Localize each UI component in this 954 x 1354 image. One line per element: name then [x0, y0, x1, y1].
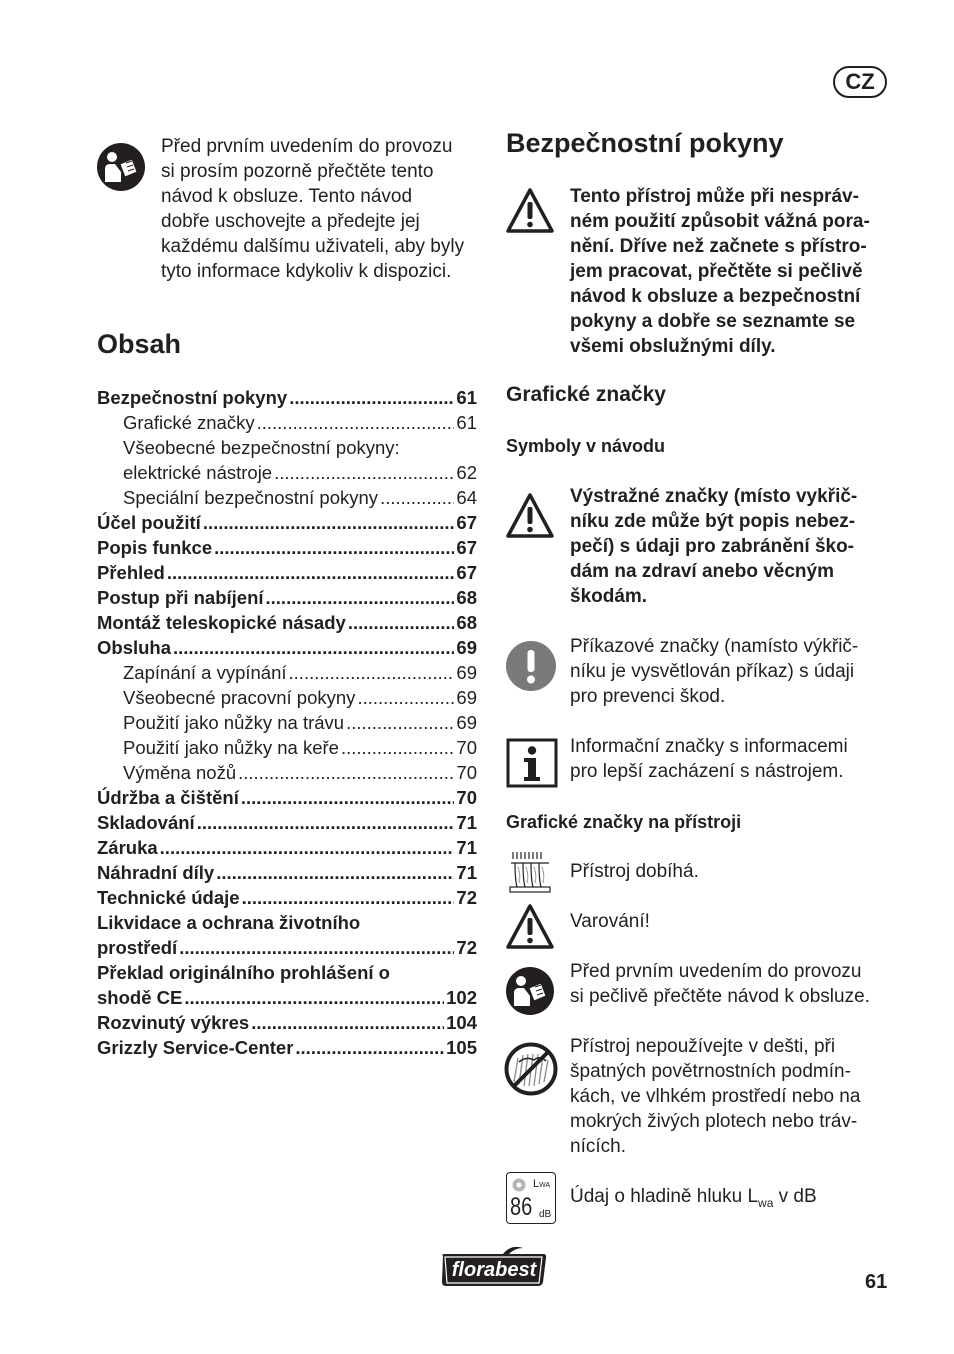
- toc-entry-label: Rozvinutý výkres: [97, 1012, 250, 1033]
- toc-entry-label: Záruka: [97, 837, 158, 858]
- toc-entry-page: 68: [456, 612, 477, 633]
- no-rain-line: mokrých živých plotech nebo tráv-: [570, 1111, 858, 1132]
- toc-leader-dots: [274, 460, 454, 485]
- toc-entry-label: Všeobecné pracovní pokyny: [123, 687, 356, 708]
- toc-entry-page: 69: [456, 712, 477, 733]
- intro-line: Před prvním uvedením do provozu: [161, 136, 453, 157]
- toc-entry: [97, 885, 477, 910]
- toc-leader-dots: [197, 810, 455, 835]
- toc-entry-page: 104: [446, 1012, 477, 1033]
- toc-entry-label: prostředí: [97, 937, 178, 958]
- warning-line: všemi obslužnými díly.: [570, 336, 776, 357]
- no-rain-icon: [504, 1042, 558, 1096]
- toc-entry-page: 105: [446, 1037, 477, 1058]
- brand-name: florabest: [451, 1259, 537, 1281]
- toc-entry-label: Použití jako nůžky na keře: [123, 737, 339, 758]
- toc-entry: [97, 660, 477, 685]
- warning-triangle-icon: [505, 492, 555, 540]
- toc-entry-page: 61: [456, 387, 477, 408]
- noise-icon-label: LWA: [533, 1178, 551, 1190]
- toc-entry-label: Obsluha: [97, 637, 172, 658]
- warning-signs-line: dám na zdraví anebo věcným: [570, 561, 834, 582]
- toc-entry-label: Použití jako nůžky na trávu: [123, 712, 345, 733]
- toc-leader-dots: [160, 835, 455, 860]
- toc-entry-page: 71: [456, 812, 477, 833]
- toc-entry: [97, 760, 477, 785]
- coast-down-text: Přístroj dobíhá.: [570, 861, 699, 882]
- toc-entry-label: Přehled: [97, 562, 165, 583]
- no-rain-line: špatných povětrnostních podmín-: [570, 1061, 851, 1082]
- noise-text-suffix: v dB: [773, 1186, 817, 1207]
- toc-entry-page: 71: [456, 837, 477, 858]
- toc-leader-dots: [203, 510, 455, 535]
- noise-text-sub: wa: [758, 1195, 774, 1210]
- toc-entry-label: elektrické nástroje: [123, 462, 273, 483]
- toc-leader-dots: [357, 685, 454, 710]
- noise-text-prefix: Údaj o hladině hluku L: [570, 1186, 759, 1207]
- toc-entry: [97, 935, 477, 960]
- toc-entry: Všeobecné bezpečnostní pokyny:: [123, 437, 400, 458]
- toc-entry-label: shodě CE: [97, 987, 183, 1008]
- toc-entry: Překlad originálního prohlášení o: [97, 962, 390, 983]
- toc-leader-dots: [167, 560, 455, 585]
- warning-line: ném použití způsobit vážná pora-: [570, 211, 870, 232]
- toc-entry-label: Grafické značky: [123, 412, 255, 433]
- toc-entry-page: 70: [456, 787, 477, 808]
- intro-line: každému dalšímu uživateli, aby byly: [161, 236, 465, 257]
- toc-entry-label: Postup při nabíjení: [97, 587, 264, 608]
- toc-leader-dots: [289, 660, 455, 685]
- intro-text: [161, 134, 491, 284]
- read-manual-line: si pečlivě přečtěte návod k obsluze.: [570, 986, 870, 1007]
- intro-line: tyto informace kdykoliv k dispozici.: [161, 261, 452, 282]
- noise-icon-unit: dB: [539, 1209, 552, 1220]
- intro-line: návod k obsluze. Tento návod: [161, 186, 413, 207]
- warning-triangle-icon: [505, 187, 555, 235]
- toc-entry: [97, 485, 477, 510]
- toc-entry: [97, 585, 477, 610]
- toc-entry-page: 70: [456, 737, 477, 758]
- toc-entry: [97, 460, 477, 485]
- toc-entry-label: Technické údaje: [97, 887, 240, 908]
- toc-leader-dots: [241, 785, 455, 810]
- toc-entry-page: 64: [456, 487, 477, 508]
- section-title: Bezpečnostní pokyny: [506, 128, 784, 158]
- toc-leader-dots: [257, 410, 455, 435]
- toc-entry: Likvidace a ochrana životního: [97, 912, 361, 933]
- toc-entry: [97, 635, 477, 660]
- toc-leader-dots: [179, 935, 454, 960]
- warning-signs-line: Výstražné značky (místo vykřič-: [570, 486, 858, 507]
- command-signs-line: pro prevenci škod.: [570, 686, 726, 707]
- graphic-symbols-heading: Grafické značky: [506, 383, 666, 406]
- warning-signs-line: pečí) s údaji pro zabránění ško-: [570, 536, 855, 557]
- toc-entry-label: Montáž teleskopické násady: [97, 612, 346, 633]
- read-manual-text: [570, 959, 890, 1009]
- read-manual-icon: [505, 966, 555, 1016]
- no-rain-line: Přístroj nepoužívejte v dešti, při: [570, 1036, 836, 1057]
- language-badge: CZ: [833, 66, 887, 98]
- toc-entry: [97, 985, 477, 1010]
- intro-line: dobře uschovejte a předejte jej: [161, 211, 420, 232]
- exclamation-circle-icon: [505, 640, 557, 692]
- toc-entry-label: Zapínání a vypínání: [123, 662, 287, 683]
- toc-entry: [97, 785, 477, 810]
- page-number: 61: [865, 1271, 888, 1293]
- info-signs-text: [570, 734, 890, 784]
- toc-entry: [97, 810, 477, 835]
- no-rain-text: [570, 1034, 890, 1159]
- toc-entry-label: Bezpečnostní pokyny: [97, 387, 288, 408]
- toc-entry-label: Údržba a čištění: [97, 787, 239, 808]
- read-manual-icon: [96, 142, 146, 192]
- warning-line: jem pracovat, přečtěte si pečlivě: [570, 261, 863, 282]
- info-signs-line: Informační značky s informacemi: [570, 736, 848, 757]
- read-manual-line: Před prvním uvedením do provozu: [570, 961, 862, 982]
- toc-leader-dots: [214, 535, 454, 560]
- toc-entry-page: 71: [456, 862, 477, 883]
- toc-entry: [97, 510, 477, 535]
- toc-entry-label: Účel použití: [97, 512, 201, 533]
- toc-entry: [97, 685, 477, 710]
- toc-entry-page: 69: [456, 662, 477, 683]
- toc-entry: [97, 385, 477, 410]
- warning-signs-line: níku zde může být popis nebez-: [570, 511, 856, 532]
- toc-entry: [97, 535, 477, 560]
- toc-entry-page: 68: [456, 587, 477, 608]
- toc-entry: [97, 1010, 477, 1035]
- toc-entry-page: 67: [456, 537, 477, 558]
- toc-entry-page: 67: [456, 512, 477, 533]
- intro-line: si prosím pozorně přečtěte tento: [161, 161, 434, 182]
- noise-icon-value: 86: [510, 1193, 533, 1221]
- toc-entry: [97, 835, 477, 860]
- toc-entry: [97, 710, 477, 735]
- toc-leader-dots: [295, 1035, 444, 1060]
- warning-line: nění. Dříve než začnete s přístro-: [570, 236, 867, 257]
- toc-leader-dots: [216, 860, 454, 885]
- toc-entry-label: Speciální bezpečnostní pokyny: [123, 487, 379, 508]
- toc-leader-dots: [266, 585, 455, 610]
- warning-signs-line: škodám.: [570, 586, 648, 607]
- noise-text: [570, 1184, 890, 1216]
- warning-line: návod k obsluze a bezpečnostní: [570, 286, 861, 307]
- toc-leader-dots: [380, 485, 454, 510]
- toc-entry-page: 102: [446, 987, 477, 1008]
- toc-entry-page: 72: [456, 937, 477, 958]
- toc-entry: [97, 860, 477, 885]
- info-icon: [506, 738, 558, 788]
- toc-leader-dots: [238, 760, 454, 785]
- no-rain-line: kách, ve vlhkém prostředí nebo na: [570, 1086, 861, 1107]
- toc-entry-label: Popis funkce: [97, 537, 213, 558]
- warning-line: Tento přístroj může při nespráv-: [570, 186, 859, 207]
- brand-logo: [437, 1244, 551, 1288]
- command-signs-text: [570, 634, 890, 709]
- warning-text: [570, 184, 900, 359]
- toc-leader-dots: [346, 710, 454, 735]
- toc-leader-dots: [184, 985, 444, 1010]
- command-signs-line: níku je vysvětlován příkaz) s údaji: [570, 661, 855, 682]
- toc-entry-page: 72: [456, 887, 477, 908]
- toc-leader-dots: [289, 385, 454, 410]
- toc-entry-page: 67: [456, 562, 477, 583]
- toc-entry-page: 69: [456, 637, 477, 658]
- toc-entry-label: Výměna nožů: [123, 762, 237, 783]
- toc-entry: [97, 610, 477, 635]
- toc-entry-page: 61: [456, 412, 477, 433]
- warning-signs-text: [570, 484, 890, 609]
- toc-title: Obsah: [97, 329, 182, 359]
- manual-symbols-heading: Symboly v návodu: [506, 436, 666, 456]
- warning-triangle-icon: [505, 903, 555, 951]
- toc-entry: [97, 410, 477, 435]
- no-rain-line: nících.: [570, 1136, 626, 1157]
- toc-entry: [97, 560, 477, 585]
- warning-line: pokyny a dobře se seznamte se: [570, 311, 856, 332]
- info-signs-line: pro lepší zacházení s nástrojem.: [570, 761, 844, 782]
- speaker-icon: [510, 1177, 528, 1193]
- toc-entry-label: Skladování: [97, 812, 195, 833]
- toc-entry-label: Grizzly Service-Center: [97, 1037, 294, 1058]
- toc-entry-page: 69: [456, 687, 477, 708]
- blade-coast-down-icon: [507, 849, 553, 895]
- toc-entry-page: 62: [456, 462, 477, 483]
- toc-entry-page: 70: [456, 762, 477, 783]
- device-symbols-heading: Grafické značky na přístroji: [506, 812, 742, 832]
- command-signs-line: Příkazové značky (namísto výkřič-: [570, 636, 859, 657]
- noise-level-icon: [506, 1172, 556, 1224]
- toc-leader-dots: [341, 735, 454, 760]
- toc-entry-label: Náhradní díly: [97, 862, 215, 883]
- toc-leader-dots: [348, 610, 455, 635]
- caution-text: Varování!: [570, 911, 650, 932]
- toc-leader-dots: [242, 885, 455, 910]
- toc-entry: [97, 1035, 477, 1060]
- table-of-contents: [97, 385, 477, 1060]
- toc-leader-dots: [251, 1010, 444, 1035]
- toc-leader-dots: [173, 635, 454, 660]
- toc-entry: [97, 735, 477, 760]
